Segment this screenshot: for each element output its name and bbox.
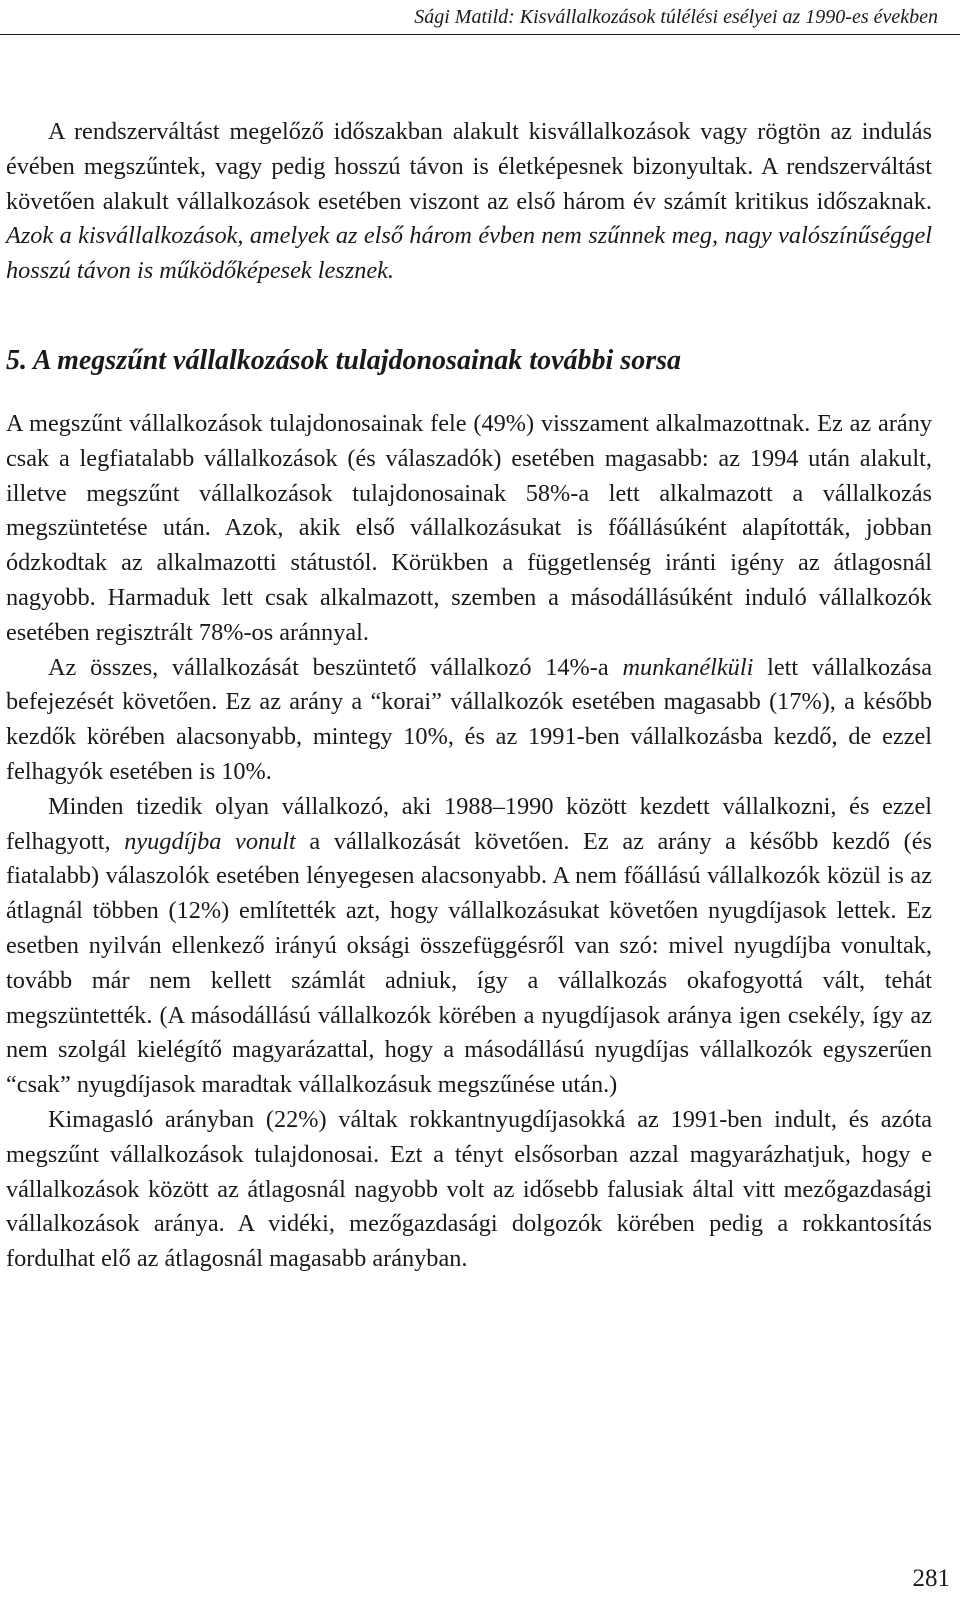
paragraph-retired-text-1: Minden tizedik olyan vállalkozó, aki 1988–1990 között kezdett vállalkozni, és ezzel felhagyott, [6,792,932,855]
paragraph-disability: Kimagasló arányban (22%) váltak rokkantnyugdíjasokká az 1991-ben indult, és azóta megszűnt vállalkozások tulajdonosai. Ezt a tényt elsősorban azzal magyarázhatjuk, hogy e vállalkozások között az átlagosnál nagyobb volt az idősebb falusiak által vitt mezőgazdasági vállalkozások aránya. A vidéki, mezőgazdasági dolgozók körében pedig a rokkantosítás fordulhat elő az átlagosnál magasabb arányban. [6,1105,932,1273]
intro-text: A rendszerváltást megelőző időszakban alakult kisvállalkozások vagy rögtön az indulás évében megszűntek, vagy pedig hosszú távon is életképesnek bizonyultak. A rendszerváltást követően alakult vállalkozások esetében viszont az első három év számít kritikus időszaknak. [6,118,932,215]
page-body [6,115,932,1277]
intro-paragraph [6,115,932,289]
paragraph-retired-emphasis: nyugdíjba vonult [124,827,296,855]
running-title: Sági Matild: Kisvállalkozások túlélési esélyei az 1990-es években [414,6,938,28]
page-number: 281 [912,1565,950,1592]
paragraph-unemployed-text-2: lett vállalkozása befejezését követően. Ez az arány a “korai” vállalkozók esetében magasabb (17%), a később kezdők körében alacsonyabb, mintegy 10%, és az 1991-ben vállalkozásba kezdő, de ezzel felhagyók esetében is 10%. [6,653,932,785]
section-heading: 5. A megszűnt vállalkozások tulajdonosainak további sorsa [6,344,681,376]
paragraph-retired-text-2: a vállalkozását követően. Ez az arány a később kezdő (és fiatalabb) válaszolók esetében lényegesen alacsonyabb. A nem főállású vállalkozók közül is az átlagnál többen (12%) említették azt, hogy vállalkozásukat követően nyugdíjasok lettek. Ez esetben nyilván ellenkező irányú oksági összefüggésről van szó: mivel nyugdíjba vonultak, tovább már nem kellett számlát adniuk, így a vállalkozás okafogyottá vált, tehát megszüntették. (A másodállású vállalkozók körében a nyugdíjasok aránya igen csekély, így az nem szolgál kielégítő magyarázattal, hogy a másodállású nyugdíjas vállalkozók egyszerűen “csak” nyugdíjasok maradtak vállalkozásuk megszűnése után.) [6,827,932,1099]
intro-emphasis: Azok a kisvállalkozások, amelyek az első három évben nem szűnnek meg, nagy valószínűséggel hosszú távon is működőképesek lesznek. [6,222,932,285]
paragraph-unemployed-text-1: Az összes, vállalkozását beszüntető vállalkozó 14%-a [48,653,623,681]
header-rule [0,34,960,35]
paragraph-retired [6,790,932,1103]
running-header [0,0,960,34]
paragraph-unemployed-emphasis: munkanélküli [622,653,754,681]
paragraph-unemployed [6,651,932,790]
paragraph-employees: A megszűnt vállalkozások tulajdonosainak fele (49%) visszament alkalmazottnak. Ez az arány csak a legfiatalabb vállalkozások (és válaszadók) esetében magasabb: az 1994 után alakult, illetve megszűnt vállalkozások tulajdonosainak 58%-a lett alkalmazott a vállalkozás megszüntetése után. Azok, akik első vállalkozásukat is főállásúként alapították, jobban ódzkodtak az alkalmazotti státustól. Körükben a függetlenség iránti igény az átlagosnál nagyobb. Harmaduk lett csak alkalmazott, szemben a másodállásúként induló vállalkozók esetében regisztrált 78%-os aránnyal. [6,409,932,646]
